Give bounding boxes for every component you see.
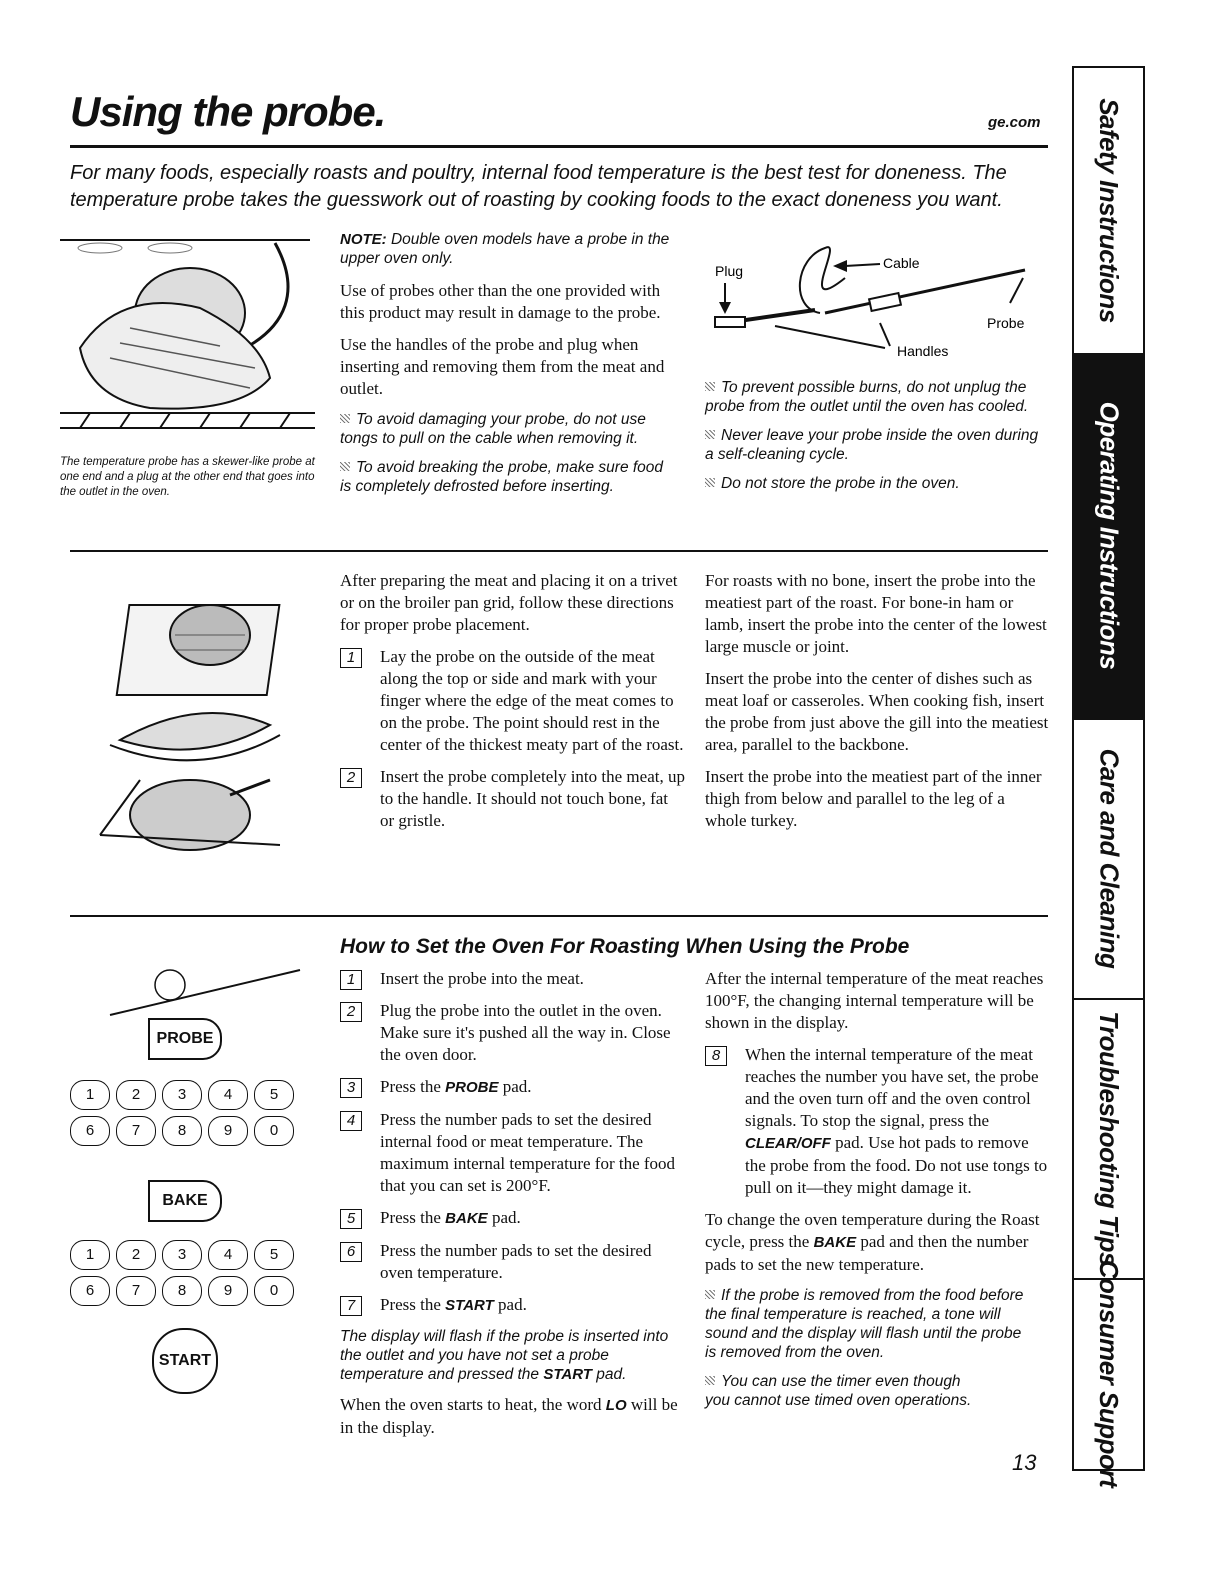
tab-troubleshooting-tips[interactable]: Troubleshooting Tips <box>1074 998 1143 1280</box>
header-rule <box>70 145 1048 148</box>
step-number: 6 <box>340 1242 362 1262</box>
number-pad-row <box>70 1080 294 1110</box>
step-item: 7 Press the START pad. <box>340 1294 685 1317</box>
placement-intro: After preparing the meat and placing it on a trivet or on the broiler pan grid, follow these directions for proper probe placement. <box>340 571 678 634</box>
placement-para: Insert the probe into the meatiest part of the inner thigh from below and parallel to the leg of a whole turkey. <box>705 767 1042 830</box>
step-number: 4 <box>340 1111 362 1131</box>
number-pad[interactable]: 1 <box>70 1080 110 1110</box>
number-pad[interactable]: 1 <box>70 1240 110 1270</box>
number-pad[interactable]: 5 <box>254 1240 294 1270</box>
step-number: 1 <box>340 648 362 668</box>
page-number: 13 <box>1012 1450 1037 1475</box>
bullet-item: Do not store the probe in the oven. <box>705 474 1045 493</box>
bullet-icon <box>705 382 715 391</box>
section-tabs-sidebar <box>1072 66 1145 1488</box>
number-pad[interactable]: 3 <box>162 1240 202 1270</box>
section-heading: How to Set the Oven For Roasting When Using the Probe <box>340 935 910 958</box>
tab-safety-instructions[interactable]: Safety Instructions <box>1074 68 1143 355</box>
placement-para: For roasts with no bone, insert the probe into the meatiest part of the roast. For bone-in ham or lamb, insert the probe into the center of the lowest large muscle or joint. <box>705 571 1047 656</box>
number-pad[interactable]: 8 <box>162 1276 202 1306</box>
bullet-item: You can use the timer even though you cannot use timed oven operations. <box>705 1373 972 1409</box>
bullet-item: If the probe is removed from the food before the final temperature is reached, a tone will sound and the display will flash until the probe is removed from the oven. <box>705 1287 1024 1361</box>
section1-middle-column <box>340 230 675 506</box>
bullet-icon <box>340 414 350 423</box>
bullet-icon <box>705 478 715 487</box>
bullet-icon <box>705 1290 715 1299</box>
bullet-item: To avoid breaking the probe, make sure food is completely defrosted before inserting. <box>340 459 664 495</box>
probe-icon <box>90 960 310 1020</box>
step-number: 2 <box>340 768 362 788</box>
number-pad[interactable]: 8 <box>162 1116 202 1146</box>
handles-label: Handles <box>897 343 949 359</box>
bullet-item: To prevent possible burns, do not unplug the probe from the outlet until the oven has cooled. <box>705 379 1029 415</box>
website-url: ge.com <box>988 114 1041 131</box>
step-item: 8 When the internal temperature of the meat reaches the number you have set, the probe and the oven turn off and the oven control signals. To stop the signal, press the CLEAR/OFF pad. Use hot pads to remove the probe from the food. Do not use tongs to pull on it—they might damage it. <box>705 1044 1050 1199</box>
number-pad[interactable]: 7 <box>116 1276 156 1306</box>
number-pad[interactable]: 6 <box>70 1116 110 1146</box>
bullet-icon <box>340 462 350 471</box>
number-pad-row <box>70 1240 294 1270</box>
note-text: Double oven models have a probe in the upper oven only. <box>340 231 670 267</box>
plug-label: Plug <box>715 263 744 279</box>
probe-diagram <box>705 228 1045 368</box>
bake-pad[interactable]: BAKE <box>148 1180 222 1222</box>
number-pad-row <box>70 1276 294 1306</box>
probe-caption: The temperature probe has a skewer-like probe at one end and a plug at the other end that goes into the outlet in the oven. <box>60 456 315 498</box>
step-number: 5 <box>340 1209 362 1229</box>
food-placement-illustration <box>80 565 320 865</box>
section3-left-column <box>340 968 685 1449</box>
keypad-illustration <box>70 960 320 1390</box>
step-item: 1 Insert the probe into the meat. <box>340 968 685 990</box>
probe-label: Probe <box>987 315 1025 331</box>
section2-right-column <box>705 570 1050 842</box>
step-item: 2 Insert the probe completely into the meat, up to the handle. It should not touch bone, fat or gristle. <box>340 766 685 832</box>
number-pad[interactable]: 9 <box>208 1116 248 1146</box>
bullet-item: Never leave your probe inside the oven during a self-cleaning cycle. <box>705 427 1039 463</box>
section1-para1: Use of probes other than the one provided with this product may result in damage to the probe. <box>340 281 661 322</box>
number-pad[interactable]: 2 <box>116 1080 156 1110</box>
step-item: 1 Lay the probe on the outside of the meat along the top or side and mark with your finger where the edge of the meat comes to on the probe. The point should rest in the center of the thickest meaty part of the roast. <box>340 646 685 756</box>
lo-note: When the oven starts to heat, the word LO will be in the display. <box>340 1395 678 1437</box>
flash-note: The display will flash if the probe is inserted into the outlet and you have not set a probe temperature and pressed the START pad. <box>340 1328 669 1383</box>
page-title: Using the probe. <box>70 88 386 135</box>
tab-operating-instructions[interactable]: Operating Instructions <box>1074 353 1143 720</box>
bullet-icon <box>705 430 715 439</box>
step-item: 2 Plug the probe into the outlet in the oven. Make sure it's pushed all the way in. Close the oven door. <box>340 1000 685 1066</box>
number-pad-row <box>70 1116 294 1146</box>
roast-probe-illustration <box>60 228 315 443</box>
intro-text: For many foods, especially roasts and poultry, internal food temperature is the best test for doneness. The temperature probe takes the guesswork out of roasting by cooking foods to the exact doneness you want. <box>70 162 1007 211</box>
temperature-display-para: After the internal temperature of the meat reaches 100°F, the changing internal temperature will be shown in the display. <box>705 969 1044 1032</box>
probe-pad[interactable]: PROBE <box>148 1018 222 1060</box>
section1-right-column <box>705 378 1045 503</box>
step-number: 2 <box>340 1002 362 1022</box>
step-number: 8 <box>705 1046 727 1066</box>
bullet-item: To avoid damaging your probe, do not use tongs to pull on the cable when removing it. <box>340 411 646 447</box>
step-item: 3 Press the PROBE pad. <box>340 1076 685 1099</box>
number-pad[interactable]: 3 <box>162 1080 202 1110</box>
section-divider <box>70 550 1048 552</box>
number-pad[interactable]: 0 <box>254 1276 294 1306</box>
number-pad[interactable]: 9 <box>208 1276 248 1306</box>
number-pad[interactable]: 4 <box>208 1080 248 1110</box>
tab-care-and-cleaning[interactable]: Care and Cleaning <box>1074 718 1143 1000</box>
tab-consumer-support[interactable]: Consumer Support <box>1094 1259 1125 1488</box>
cable-label: Cable <box>883 255 920 271</box>
step-number: 3 <box>340 1078 362 1098</box>
note-label: NOTE: <box>340 231 387 248</box>
section1-para2: Use the handles of the probe and plug when inserting and removing them from the meat and outlet. <box>340 335 665 398</box>
step-item: 5 Press the BAKE pad. <box>340 1207 685 1230</box>
number-pad[interactable]: 2 <box>116 1240 156 1270</box>
step-number: 7 <box>340 1296 362 1316</box>
change-temperature-para: To change the oven temperature during the Roast cycle, press the BAKE pad and then the number pads to set the new temperature. <box>705 1210 1040 1274</box>
section3-right-column <box>705 968 1050 1420</box>
step-item: 6 Press the number pads to set the desired oven temperature. <box>340 1240 685 1284</box>
number-pad[interactable]: 0 <box>254 1116 294 1146</box>
section-divider <box>70 915 1048 917</box>
number-pad[interactable]: 6 <box>70 1276 110 1306</box>
section2-left-column <box>340 570 685 842</box>
number-pad[interactable]: 7 <box>116 1116 156 1146</box>
start-pad[interactable]: START <box>152 1328 218 1394</box>
step-number: 1 <box>340 970 362 990</box>
bullet-icon <box>705 1376 715 1385</box>
step-item: 4 Press the number pads to set the desired internal food or meat temperature. The maximum internal temperature for the food that you can set is 200°F. <box>340 1109 685 1197</box>
placement-para: Insert the probe into the center of dishes such as meat loaf or casseroles. When cooking fish, insert the probe from just above the gill into the meatiest area, parallel to the backbone. <box>705 669 1049 754</box>
number-pad[interactable]: 4 <box>208 1240 248 1270</box>
number-pad[interactable]: 5 <box>254 1080 294 1110</box>
